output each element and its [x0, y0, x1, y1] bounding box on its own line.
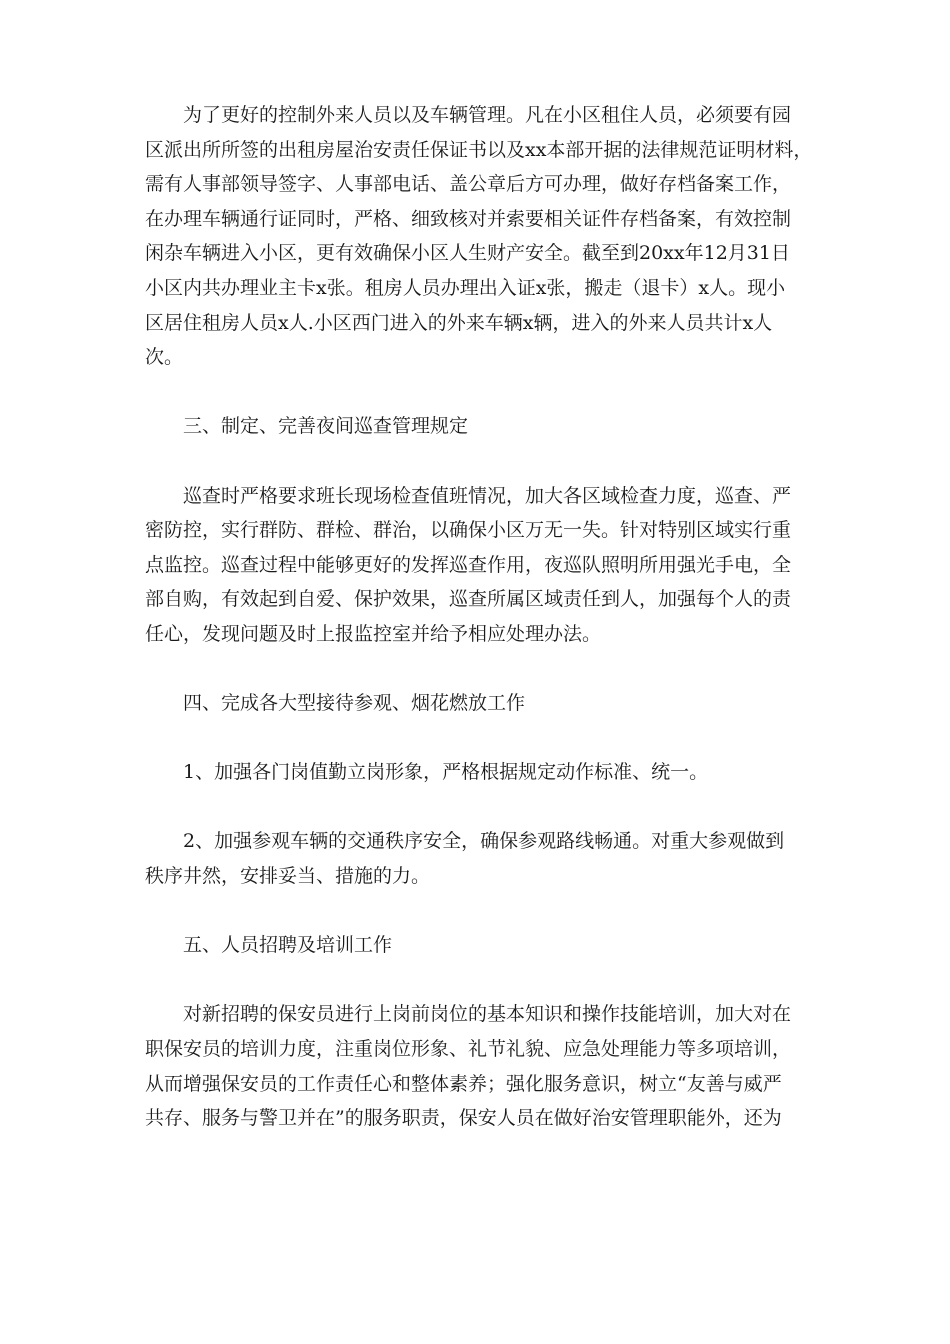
text-line: 密防控，实行群防、群检、群治，以确保小区万无一失。针对特别区域实行重 [145, 519, 792, 542]
text-line: 区派出所所签的出租房屋治安责任保证书以及xx本部开据的法律规范证明材料， [145, 138, 813, 161]
section-heading-5: 五、人员招聘及培训工作 [183, 934, 393, 957]
paragraph-night-patrol [145, 479, 810, 652]
text-line: 点监控。巡查过程中能够更好的发挥巡查作用，夜巡队照明所用强光手电，全 [145, 553, 792, 576]
paragraph-training [145, 997, 810, 1135]
text-line: 职保安员的培训力度，注重岗位形象、礼节礼貌、应急处理能力等多项培训， [145, 1038, 792, 1061]
text-line: 为了更好的控制外来人员以及车辆管理。凡在小区租住人员，必须要有园 [183, 104, 792, 126]
text-line: 区居住租房人员x人.小区西门进入的外来车辆x辆，进入的外来人员共计x人 [145, 311, 773, 334]
text-line: 任心，发现问题及时上报监控室并给予相应处理办法。 [145, 622, 602, 645]
text-line: 巡查时严格要求班长现场检查值班情况，加大各区域检查力度，巡查、严 [183, 484, 792, 507]
text-line: 2、加强参观车辆的交通秩序安全，确保参观路线畅通。对重大参观做到 [183, 830, 785, 853]
text-line: 共存、服务与警卫并在”的服务职责，保安人员在做好治安管理职能外，还为 [145, 1107, 782, 1130]
document-page [145, 98, 813, 1136]
text-line: 在办理车辆通行证同时，严格、细致核对并索要相关证件存档备案，有效控制 [145, 207, 792, 230]
text-line: 需有人事部领导签字、人事部电话、盖公章后方可办理，做好存档备案工作， [145, 173, 792, 196]
text-line: 闲杂车辆进入小区，更有效确保小区人生财产安全。截至到20xx年12月31日 [145, 242, 790, 265]
text-line: 1、加强各门岗值勤立岗形象，严格根据规定动作标准、统一。 [183, 761, 709, 784]
text-line: 次。 [145, 346, 184, 369]
text-line: 部自购，有效起到自爱、保护效果，巡查所属区域责任到人，加强每个人的责 [145, 588, 792, 611]
section-heading-3: 三、制定、完善夜间巡查管理规定 [183, 415, 469, 438]
text-line: 秩序井然，安排妥当、措施的力。 [145, 865, 431, 888]
text-line: 小区内共办理业主卡x张。租房人员办理出入证x张，搬走（退卡）x人。现小 [145, 276, 786, 299]
section-heading-4: 四、完成各大型接待参观、烟花燃放工作 [183, 692, 526, 715]
paragraph-vehicle-management [145, 98, 813, 375]
paragraph-item-1 [145, 755, 810, 790]
paragraph-item-2 [145, 824, 810, 893]
text-line: 从而增强保安员的工作责任心和整体素养；强化服务意识，树立“友善与威严 [145, 1072, 782, 1095]
text-line: 对新招聘的保安员进行上岗前岗位的基本知识和操作技能培训，加大对在 [183, 1003, 792, 1026]
